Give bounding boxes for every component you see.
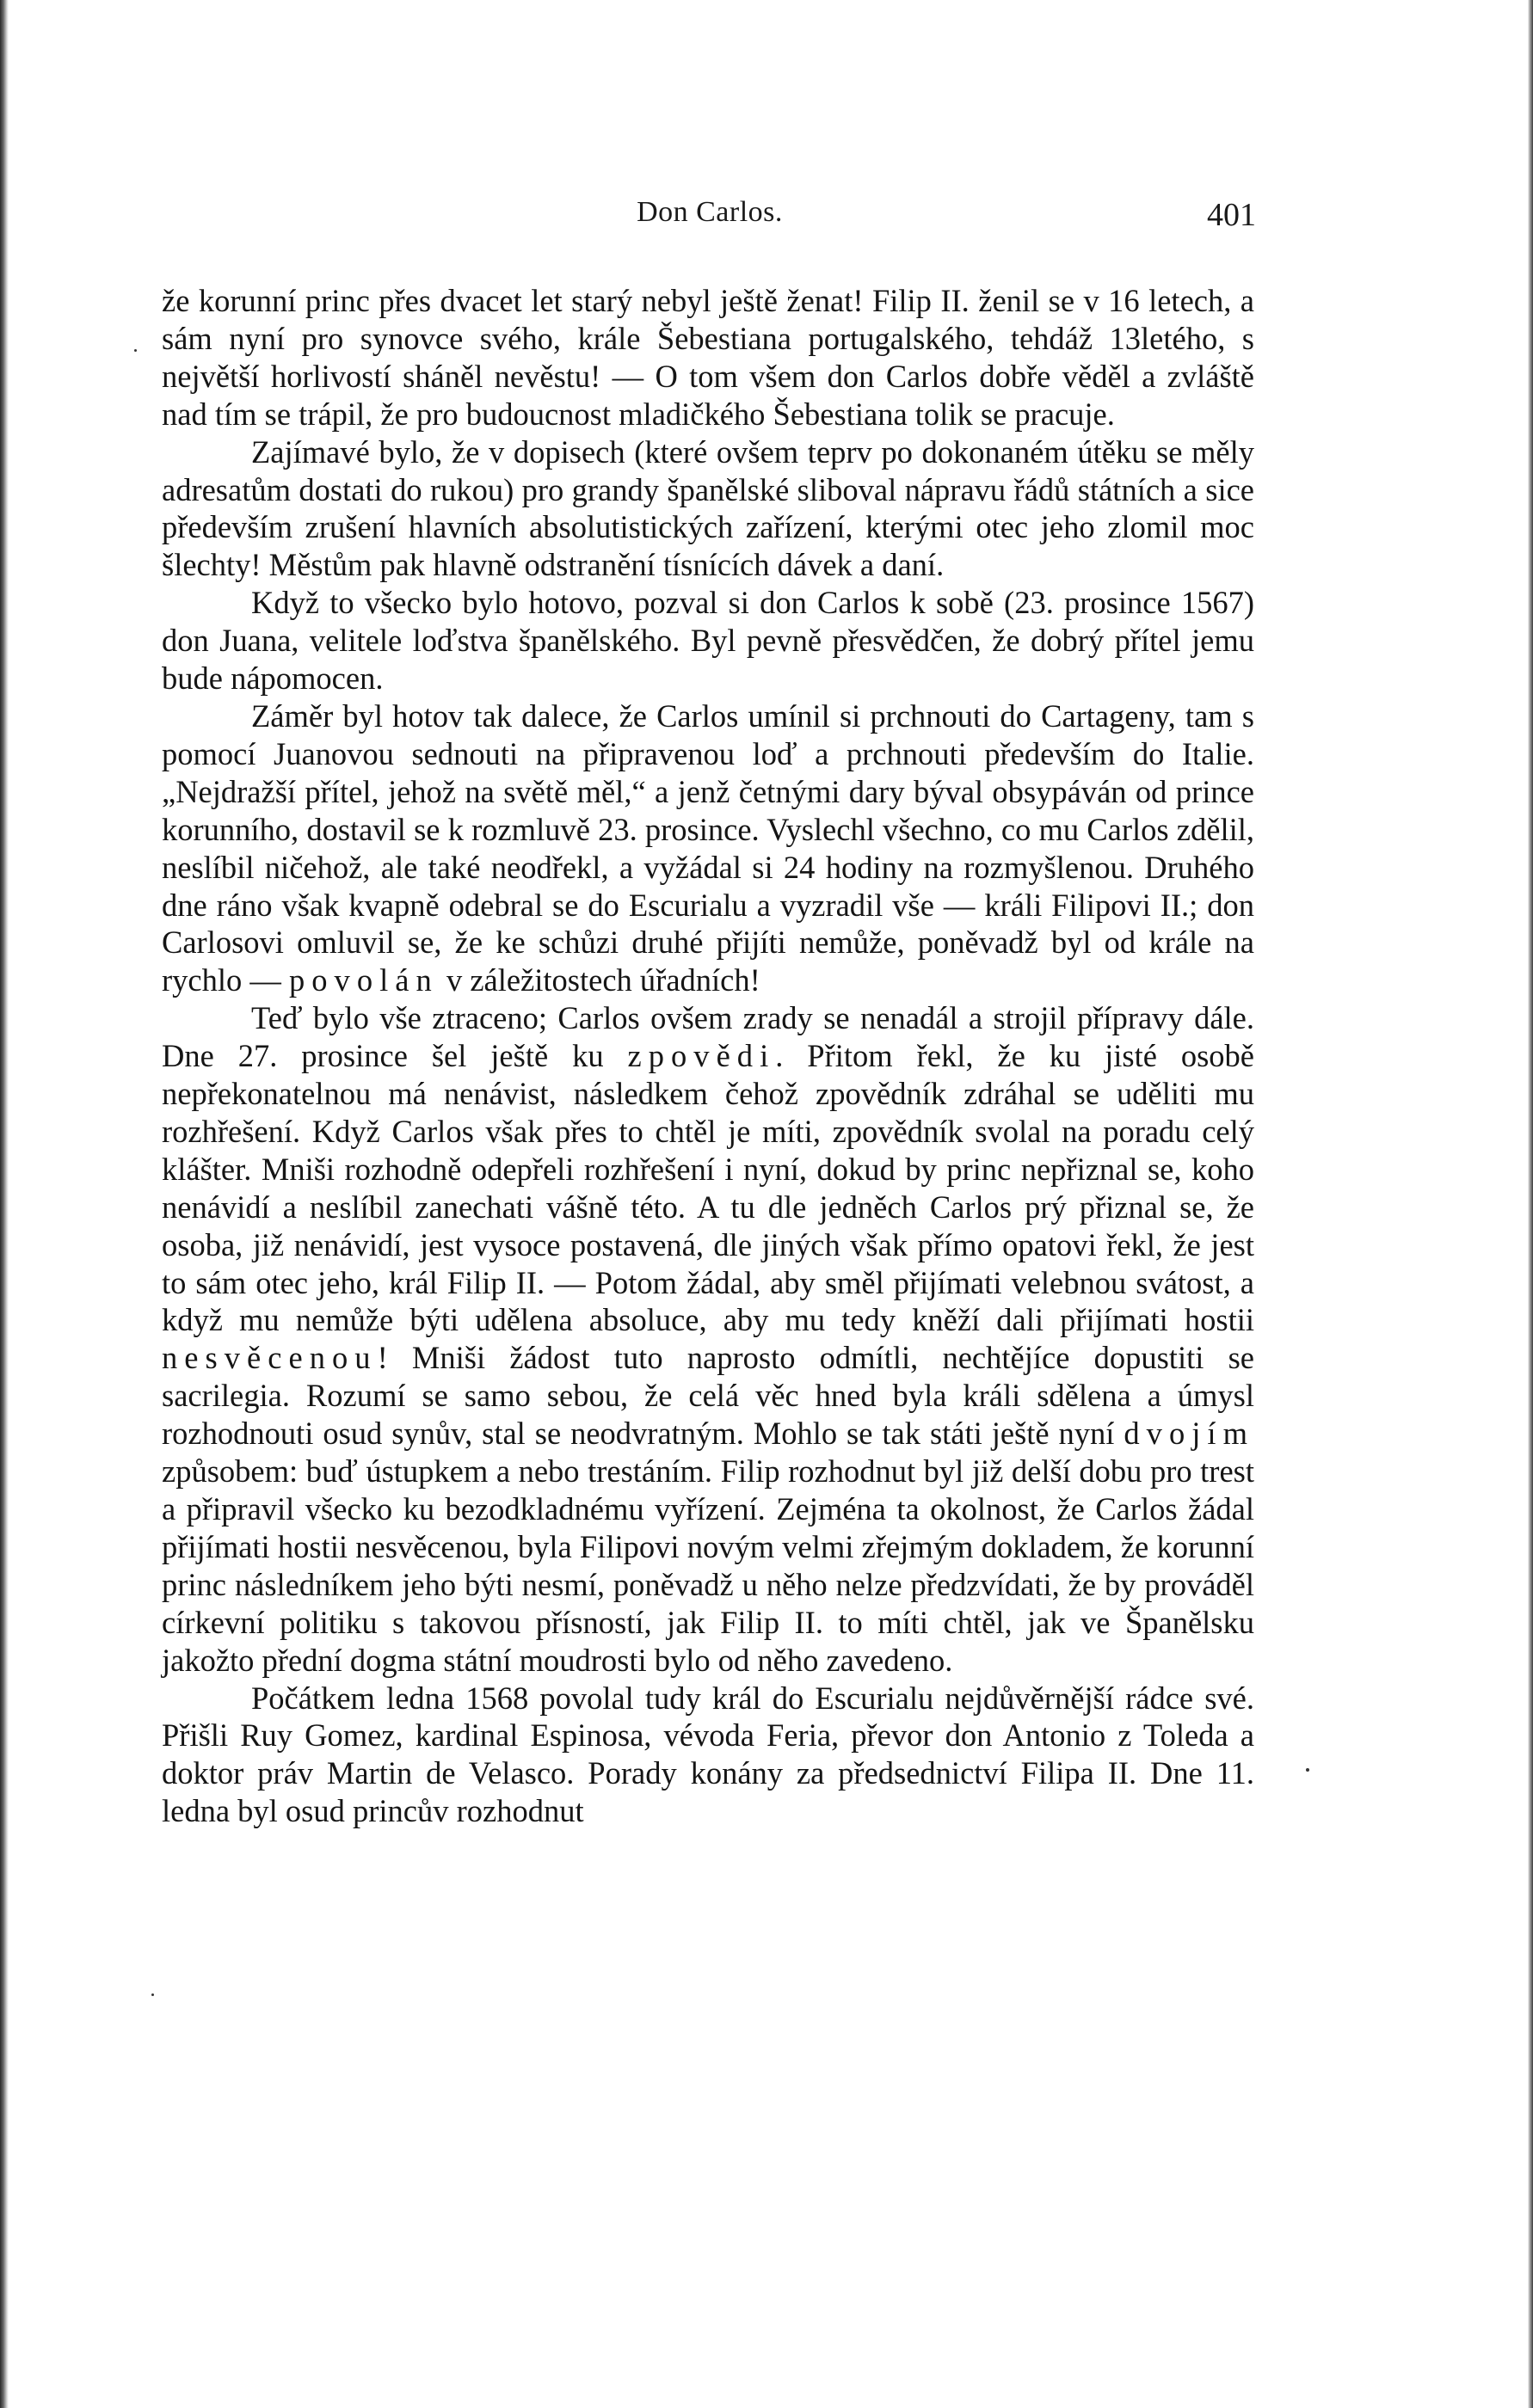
scan-edge-right <box>1528 0 1533 2408</box>
body-text <box>162 282 1254 1830</box>
paragraph: Zajímavé bylo, že v dopisech (které ovšem teprv po dokonaném útěku se měly adresatům dostati do rukou) pro grandy španělské sliboval nápravu řádů státních a sice především zrušení hlavních absolutistických zařízení, kterými otec jeho zlomil moc šlechty! Městům pak hlavně odstranění tísnících dávek a daní. <box>162 433 1254 583</box>
paragraph: Počátkem ledna 1568 povolal tudy král do Escurialu nejdůvěrnější rádce své. Přišli Ruy Gomez, kardinal Espinosa, vévoda Feria, převor don Antonio z Toleda a doktor práv Martin de Velasco. Porady konány za předsednictví Filipa II. Dne 11. ledna byl osud princův rozhodnut <box>162 1680 1254 1829</box>
spaced-emphasis: zpovědi <box>627 1038 776 1074</box>
paragraph: Záměr byl hotov tak dalece, že Carlos umínil si prchnouti do Cartageny, tam s pomocí Juanovou sednouti na připravenou loď a prchnouti především do Italie. „Nejdražší přítel, jehož na světě měl,“ a jenž četnými dary býval obsypáván od prince korunního, dostavil se k rozmluvě 23. prosince. Vyslechl všechno, co mu Carlos zdělil, neslíbil ničehož, ale také neodřekl, a vyžádal si 24 hodiny na rozmyšlenou. Druhého dne ráno však kvapně odebral se do Escurialu a vyzradil vše — králi Filipovi II.; don Carlosovi omluvil se, že ke schůzi druhé přijíti nemůže, poněvadž byl od krále na rychlo — povolán v záležitostech úřadních! <box>162 697 1254 998</box>
spaced-emphasis: dvojím <box>1124 1416 1254 1452</box>
paragraph: Teď bylo vše ztraceno; Carlos ovšem zrady se nenadál a strojil přípravy dále. Dne 27. prosince šel ještě ku zpovědi. Přitom řekl, že ku jisté osobě nepřekonatelnou má nenávist, následkem čehož zpovědník zdráhal se uděliti mu rozhřešení. Když Carlos však přes to chtěl je míti, zpovědník svolal na poradu celý klášter. Mniši rozhodně odepřeli rozhřešení i nyní, dokud by princ nepřiznal se, koho nenávidí a neslíbil zanechati vášně této. A tu dle jedněch Carlos prý přiznal se, že osoba, již nenávidí, jest vysoce postavená, dle jiných však přímo opatovi řekl, že jest to sám otec jeho, král Filip II. — Potom žádal, aby směl přijímati velebnou svátost, a když mu nemůže býti udělena absoluce, aby mu tedy kněží dali přijímati hostii nesvěcenou! Mniši žádost tuto naprosto odmítli, nechtějíce dopustiti se sacrilegia. Rozumí se samo sebou, že celá věc hned byla králi sdělena a úmysl rozhodnouti osud synův, stal se neodvratným. Mohlo se tak státi ještě nyní dvojím způsobem: buď ústupkem a nebo trestáním. Filip rozhodnut byl již delší dobu pro trest a připravil všecko ku bezodkladnému vyřízení. Zejména ta okolnost, že Carlos žádal přijímati hostii nesvěcenou, byla Filipovi novým velmi zřejmým dokladem, že korunní princ následníkem jeho býti nesmí, poněvadž u něho nelze předzvídati, že by prováděl církevní politiku s takovou přísností, jak Filip II. to míti chtěl, jak ve Španělsku jakožto přední dogma státní moudrosti bylo od něho zavedeno. <box>162 1000 1254 1678</box>
paragraph: Když to všecko bylo hotovo, pozval si don Carlos k sobě (23. prosince 1567) don Juana, velitele loďstva španělského. Byl pevně přesvědčen, že dobrý přítel jemu bude nápomocen. <box>162 585 1254 697</box>
page-header <box>163 196 1256 248</box>
dust-speck <box>1306 1768 1309 1772</box>
spaced-emphasis: nesvěcenou <box>162 1340 378 1376</box>
dust-speck <box>151 1993 154 1996</box>
spaced-emphasis: povolán <box>289 962 439 998</box>
paragraph: že korunní princ přes dvacet let starý nebyl ještě ženat! Filip II. ženil se v 16 letech, a sám nyní pro synovce svého, krále Šebestiana portugalského, tehdáž 13letého, s největší horlivostí sháněl nevěstu! — O tom všem don Carlos dobře věděl a zvláště nad tím se trápil, že pro budoucnost mladičkého Šebestiana tolik se pracuje. <box>162 283 1254 432</box>
scan-edge-left <box>0 0 9 2408</box>
dust-speck <box>134 349 137 352</box>
running-title: Don Carlos. <box>637 196 783 228</box>
page-number: 401 <box>1207 197 1256 233</box>
